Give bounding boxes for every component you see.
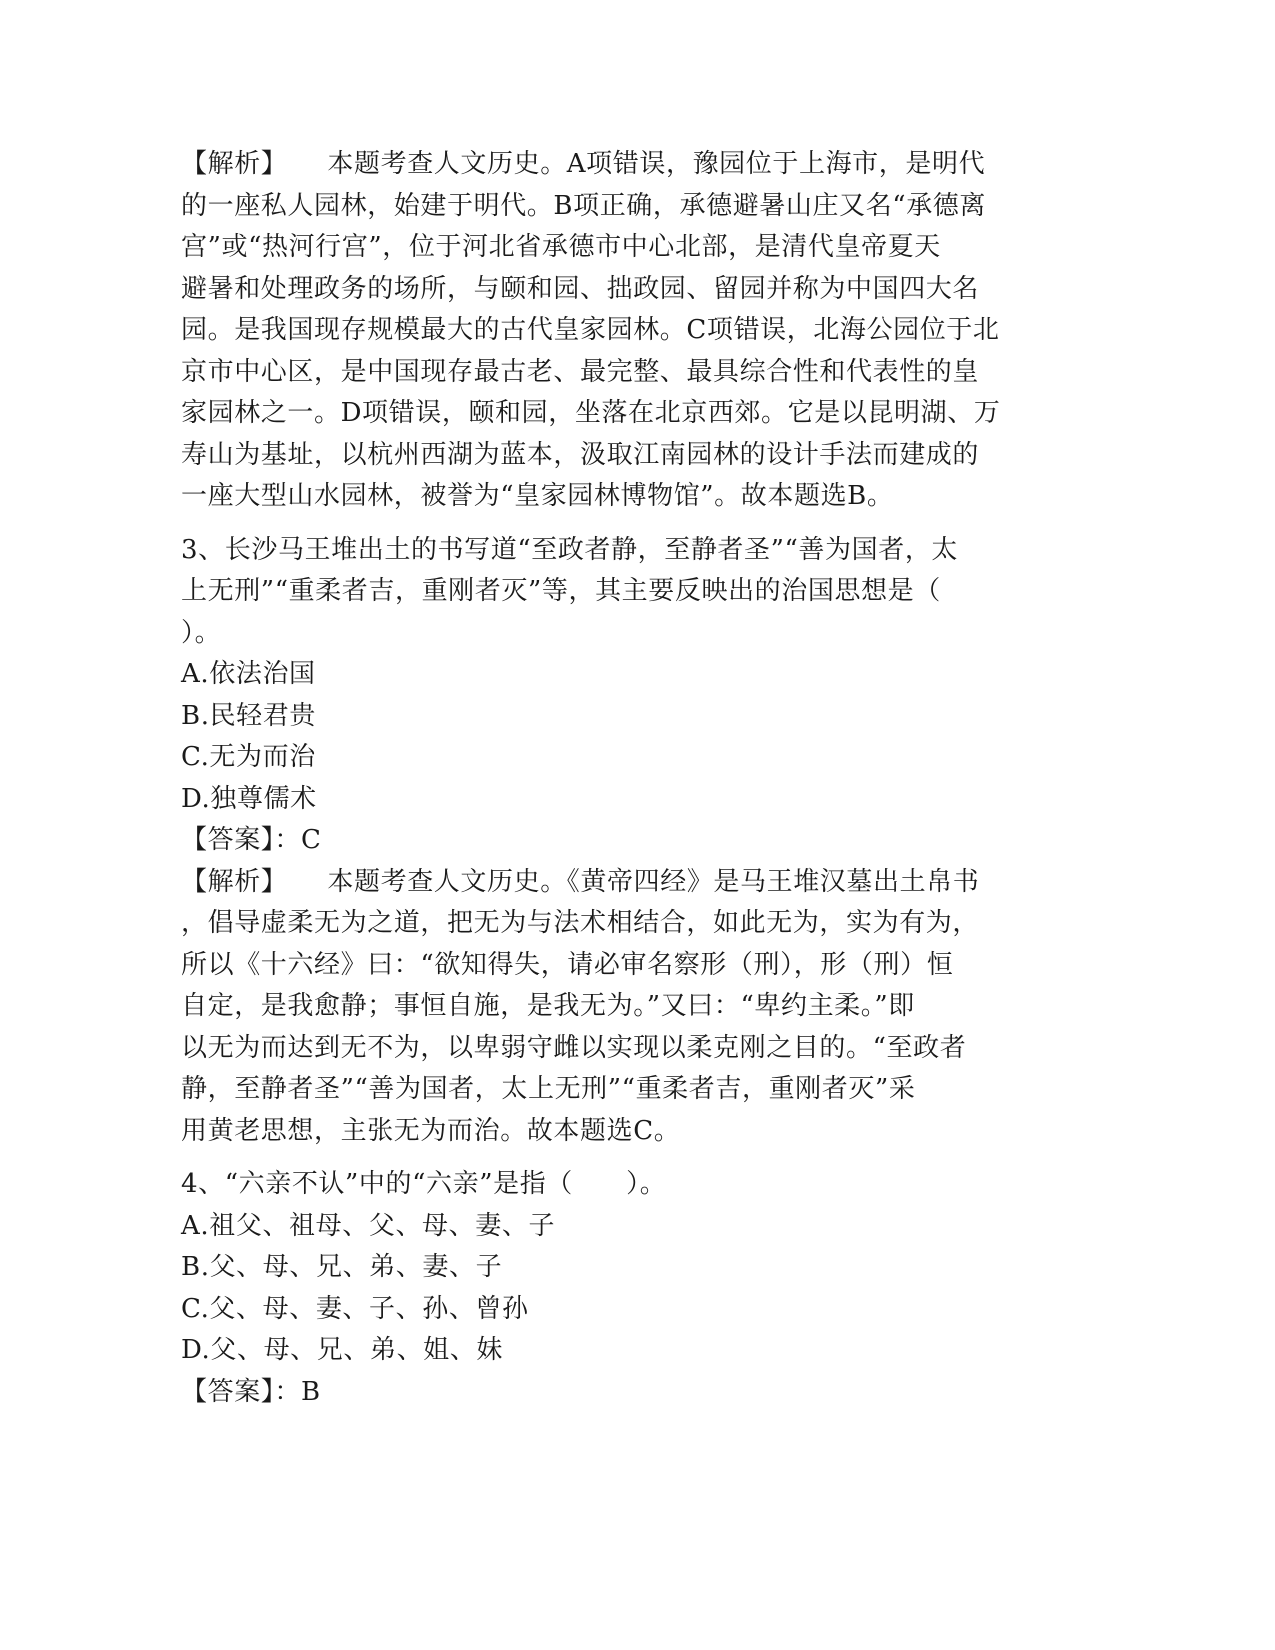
analysis-line: 一座大型山水园林，被誉为“皇家园林博物馆”。故本题选B。: [181, 481, 894, 511]
answer-line: [181, 1372, 1081, 1414]
analysis-label: 【解析】: [181, 149, 288, 179]
analysis-line: 的一座私人园林，始建于明代。B项正确，承德避暑山庄又名“承德离: [181, 190, 986, 221]
option-d: D.独尊儒术: [181, 783, 317, 814]
option-a: A.依法治国: [181, 659, 316, 689]
analysis-line: 避暑和处理政务的场所，与颐和园、拙政园、留园并称为中国四大名: [181, 273, 980, 304]
document-page: [181, 144, 1081, 1413]
q3-analysis-first-line: [181, 862, 1081, 904]
question-text-line: 上无刑”“重柔者吉，重刚者灭”等，其主要反映出的治国思想是（: [181, 576, 941, 606]
analysis-line: 京市中心区，是中国现存最古老、最完整、最具综合性和代表性的皇: [181, 356, 980, 387]
option-c: C.无为而治: [181, 742, 316, 772]
analysis-line: 宫”或“热河行宫”，位于河北省承德市中心北部，是清代皇帝夏天: [181, 232, 941, 262]
analysis-text: 本题考查人文历史。A项错误，豫园位于上海市，是明代: [327, 149, 986, 179]
analysis-line: 自定，是我愈静；事恒自施，是我无为。”又曰：“卑约主柔。”即: [181, 991, 915, 1021]
answer-label: 【答案】：: [181, 825, 302, 855]
question-text-line: 3、长沙马王堆出土的书写道“至政者静，至静者圣”“善为国者，太: [181, 534, 959, 565]
analysis-text: 本题考查人文历史。《黄帝四经》是马王堆汉墓出土帛书: [327, 866, 980, 897]
question-text-line: 4、“六亲不认”中的“六亲”是指（ ）。: [181, 1169, 667, 1199]
answer-value: C: [301, 825, 322, 855]
analysis-label: 【解析】: [181, 866, 288, 897]
question-4: [181, 1164, 1081, 1413]
answer-line: [181, 820, 1081, 862]
answer-value: B: [301, 1376, 321, 1407]
analysis-line: 家园林之一。D项错误，颐和园，坐落在北京西郊。它是以昆明湖、万: [181, 398, 1001, 428]
analysis-line: 静，至静者圣”“善为国者，太上无刑”“重柔者吉，重刚者灭”采: [181, 1074, 916, 1104]
analysis-line: 所以《十六经》曰：“欲知得失，请必审名察形（刑），形（刑）恒: [181, 949, 954, 980]
analysis-line: 用黄老思想，主张无为而治。故本题选C。: [181, 1115, 681, 1146]
option-a: A.祖父、祖母、父、母、妻、子: [181, 1210, 556, 1241]
analysis-line: ，倡导虚柔无为之道，把无为与法术相结合，如此无为，实为有为，: [181, 908, 980, 938]
q2-analysis: [181, 144, 1081, 518]
question-text-line: ）。: [181, 617, 222, 648]
option-b: B.民轻君贵: [181, 700, 316, 731]
analysis-line: 以无为而达到无不为，以卑弱守雌以实现以柔克刚之目的。“至政者: [181, 1032, 967, 1063]
analysis-line: 园。是我国现存规模最大的古代皇家园林。C项错误，北海公园位于北: [181, 315, 1000, 345]
question-3: [181, 530, 1081, 1153]
q2-analysis-first-line: [181, 144, 1081, 186]
analysis-line: 寿山为基址，以杭州西湖为蓝本，汲取江南园林的设计手法而建成的: [181, 439, 980, 470]
answer-label: 【答案】：: [181, 1376, 302, 1407]
option-c: C.父、母、妻、子、孙、曾孙: [181, 1293, 529, 1324]
option-b: B.父、母、兄、弟、妻、子: [181, 1252, 503, 1282]
option-d: D.父、母、兄、弟、姐、妹: [181, 1335, 503, 1365]
